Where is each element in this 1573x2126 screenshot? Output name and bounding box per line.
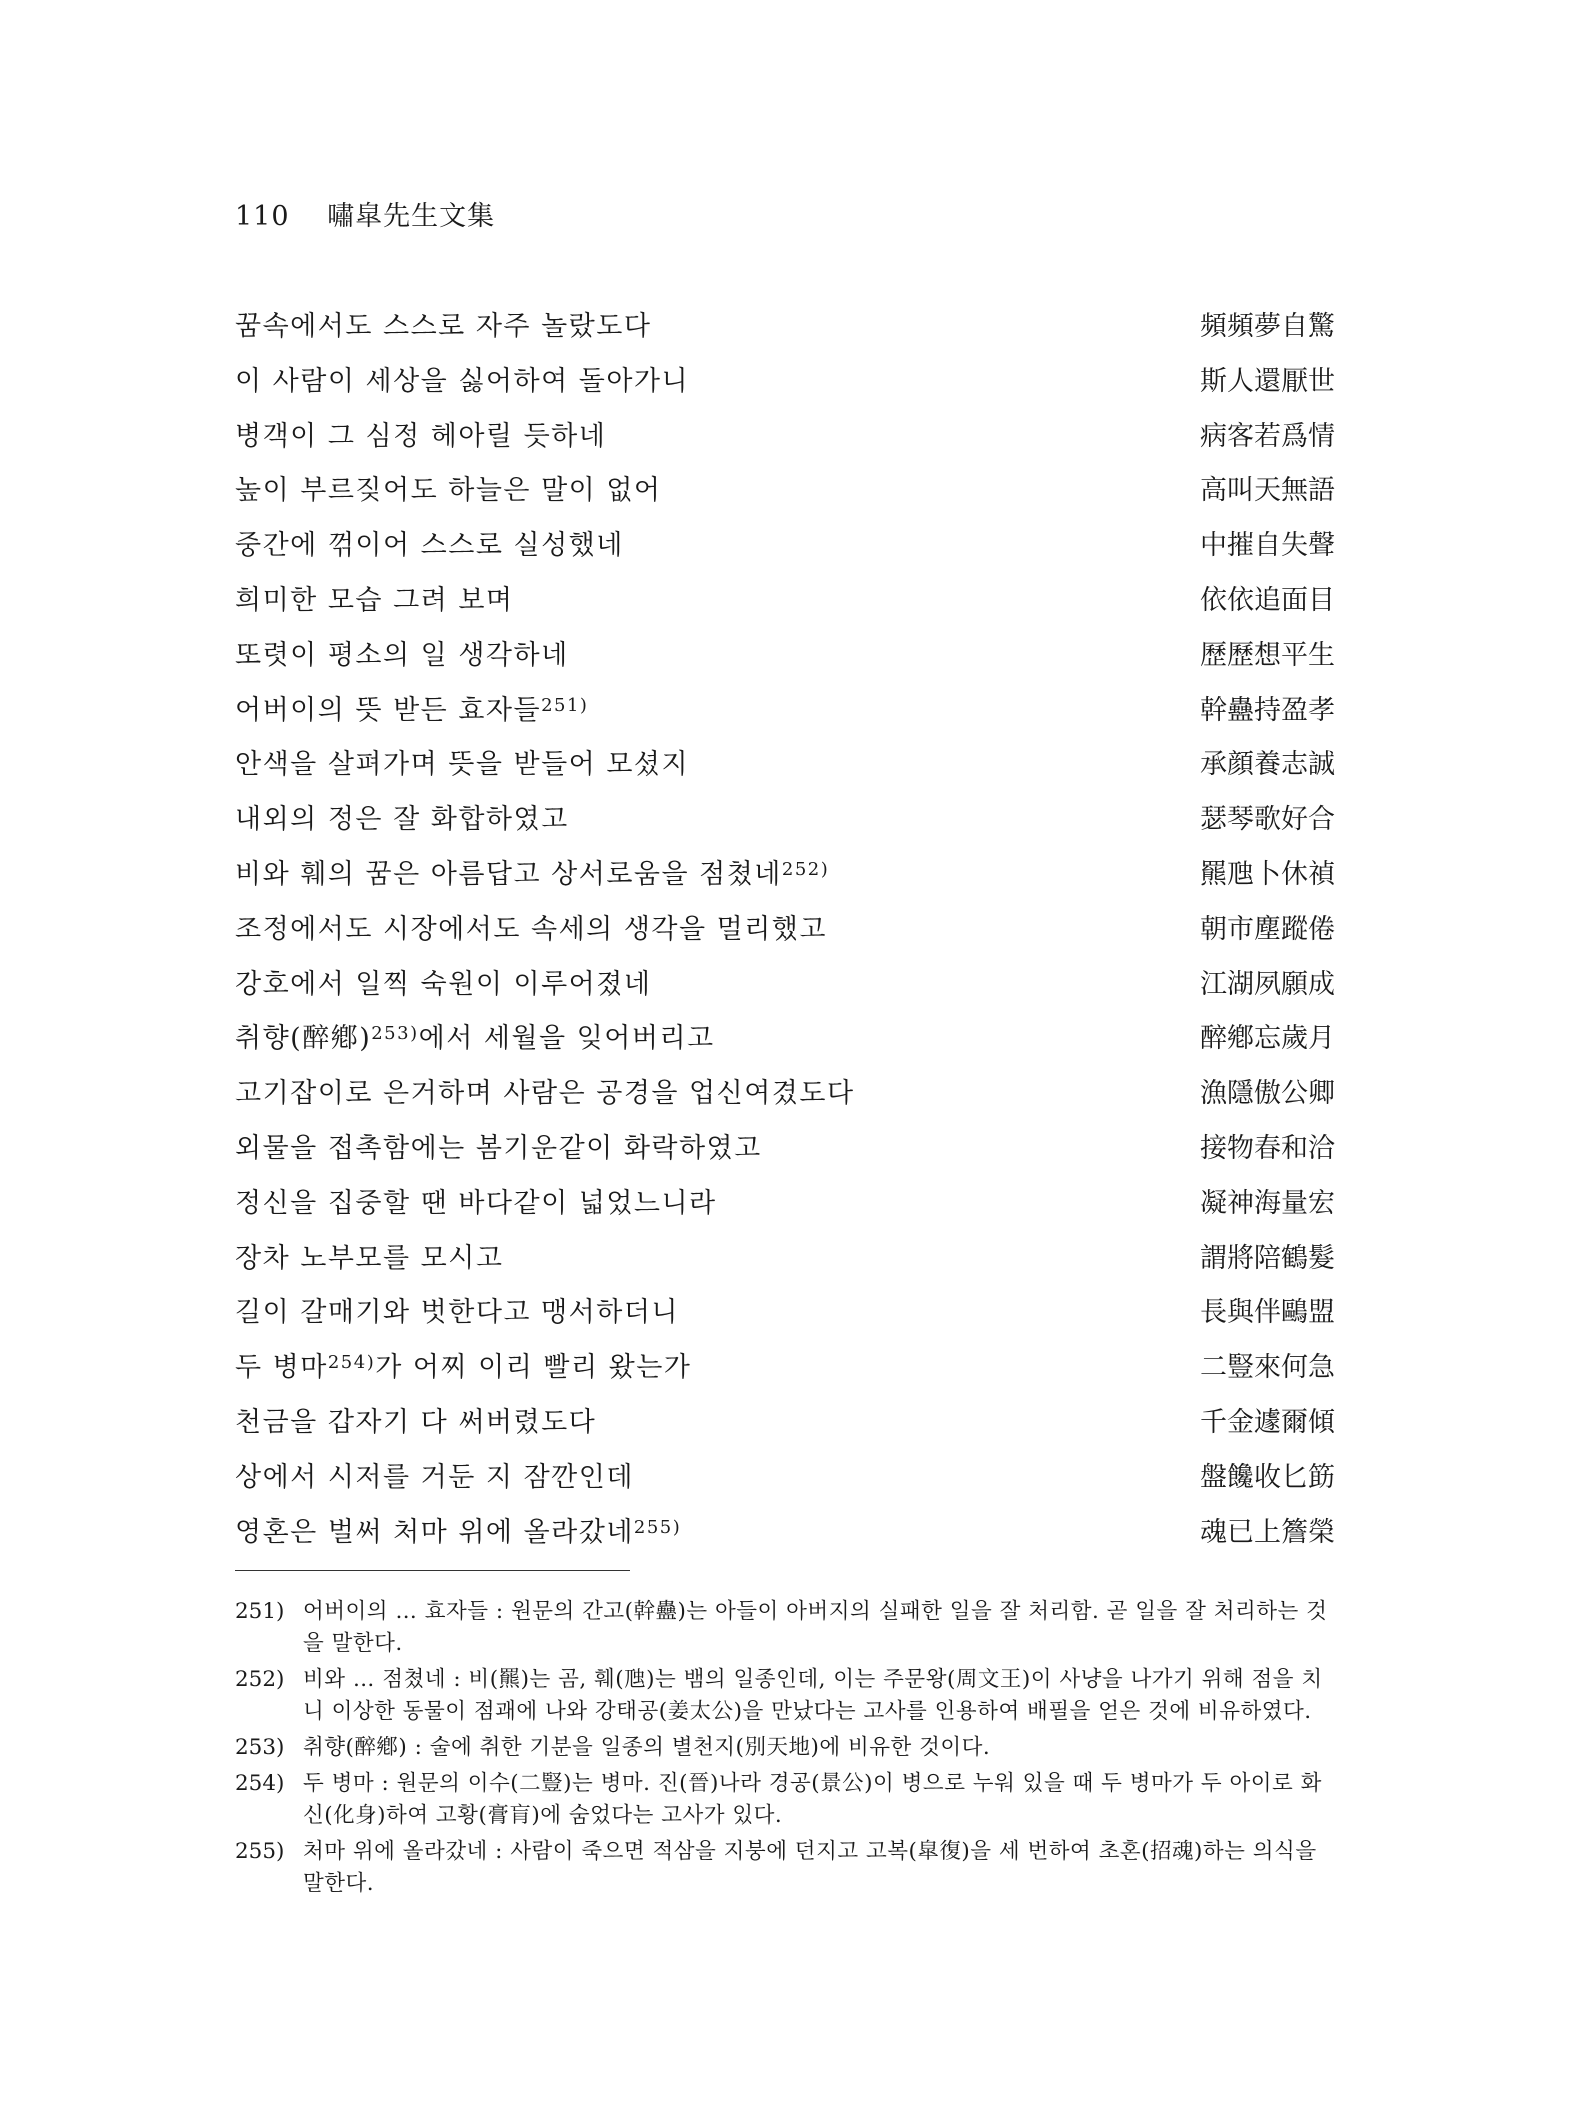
korean-text: 가 어찌 이리 빨리 왔는가 xyxy=(375,1352,692,1384)
chinese-original: 接物春和洽 xyxy=(1200,1132,1335,1164)
poem-line xyxy=(235,410,1335,465)
korean-text: 정신을 집중할 땐 바다같이 넓었느니라 xyxy=(235,1187,717,1219)
chinese-original: 病客若爲情 xyxy=(1200,420,1335,452)
chinese-original: 承顔養志誠 xyxy=(1200,749,1335,781)
poem-line xyxy=(235,355,1335,410)
korean-translation xyxy=(235,300,651,355)
poem-line xyxy=(235,1177,1335,1232)
chinese-original: 魂已上簷榮 xyxy=(1200,1516,1335,1548)
footnote-ref: 253) xyxy=(371,1023,419,1045)
footnote xyxy=(235,1836,1335,1900)
chinese-original: 盤饞收匕筯 xyxy=(1200,1461,1335,1493)
korean-text: 두 병마 xyxy=(235,1352,328,1384)
poem-line xyxy=(235,848,1335,903)
poem-line xyxy=(235,464,1335,519)
poem-body xyxy=(235,300,1335,1560)
korean-text: 영혼은 벌써 처마 위에 올라갔네 xyxy=(235,1516,634,1548)
chinese-original: 凝神海量宏 xyxy=(1200,1187,1335,1219)
korean-text: 길이 갈매기와 벗한다고 맹서하더니 xyxy=(235,1297,679,1329)
korean-translation xyxy=(235,958,651,1013)
footnote-divider xyxy=(235,1570,630,1571)
korean-text: 비와 훼의 꿈은 아름답고 상서로움을 점쳤네 xyxy=(235,858,782,890)
korean-translation xyxy=(235,1012,715,1067)
korean-text: 중간에 꺾이어 스스로 실성했네 xyxy=(235,530,624,562)
footnote-number: 251) xyxy=(235,1599,285,1624)
footnote-text: 처마 위에 올라갔네 : 사람이 죽으면 적삼을 지붕에 던지고 고복(皐復)을 세 번하여 초혼(招魂)하는 의식을 말한다. xyxy=(303,1839,1317,1896)
korean-translation xyxy=(235,684,588,739)
korean-text: 안색을 살펴가며 뜻을 받들어 모셨지 xyxy=(235,749,690,781)
poem-line xyxy=(235,684,1335,739)
chinese-original: 高叫天無語 xyxy=(1200,475,1335,507)
footnote-text: 취향(醉鄕) : 술에 취한 기분을 일종의 별천지(別天地)에 비유한 것이다. xyxy=(303,1735,991,1760)
korean-text: 희미한 모습 그려 보며 xyxy=(235,584,514,616)
footnote xyxy=(235,1732,1335,1764)
poem-line xyxy=(235,300,1335,355)
korean-text: 내외의 정은 잘 화합하였고 xyxy=(235,804,569,836)
korean-translation xyxy=(235,1396,596,1451)
footnote-number: 254) xyxy=(235,1771,285,1796)
footnote-ref: 255) xyxy=(633,1516,682,1538)
footnotes xyxy=(235,1596,1335,1904)
poem-line xyxy=(235,1341,1335,1396)
poem-line xyxy=(235,1232,1335,1287)
korean-text: 고기잡이로 은거하며 사람은 공경을 업신여겼도다 xyxy=(235,1078,855,1110)
chinese-original: 二豎來何急 xyxy=(1200,1352,1335,1384)
chinese-original: 千金遽爾傾 xyxy=(1200,1406,1335,1438)
korean-translation xyxy=(235,1286,679,1341)
chinese-original: 瑟琴歌好合 xyxy=(1200,804,1335,836)
korean-translation xyxy=(235,1341,691,1396)
korean-translation xyxy=(235,1232,503,1287)
footnote-number: 253) xyxy=(235,1735,285,1760)
poem-line xyxy=(235,1122,1335,1177)
korean-translation xyxy=(235,1067,855,1122)
footnote xyxy=(235,1664,1335,1728)
korean-translation xyxy=(235,738,689,793)
korean-text: 어버이의 뜻 받든 효자들 xyxy=(235,694,542,726)
chinese-original: 中摧自失聲 xyxy=(1200,530,1335,562)
poem-line xyxy=(235,1506,1335,1561)
poem-line xyxy=(235,629,1335,684)
poem-line xyxy=(235,1451,1335,1506)
footnote xyxy=(235,1596,1335,1660)
korean-text: 이 사람이 세상을 싫어하여 돌아가니 xyxy=(235,365,690,397)
korean-translation xyxy=(235,1122,762,1177)
poem-line xyxy=(235,958,1335,1013)
korean-text: 또렷이 평소의 일 생각하네 xyxy=(235,639,569,671)
poem-line xyxy=(235,574,1335,629)
korean-text: 병객이 그 심정 헤아릴 듯하네 xyxy=(235,420,607,452)
korean-translation xyxy=(235,464,661,519)
chinese-original: 漁隱傲公卿 xyxy=(1200,1078,1335,1110)
footnote xyxy=(235,1768,1335,1832)
chinese-original: 依依追面目 xyxy=(1200,584,1335,616)
poem-line xyxy=(235,1396,1335,1451)
footnote-number: 252) xyxy=(235,1667,285,1692)
korean-translation xyxy=(235,1451,634,1506)
korean-text: 천금을 갑자기 다 써버렸도다 xyxy=(235,1406,597,1438)
footnote-text: 비와 … 점쳤네 : 비(羆)는 곰, 훼(虺)는 뱀의 일종인데, 이는 주문왕(周文王)이 사냥을 나가기 위해 점을 치니 이상한 동물이 점괘에 나와 강태공(姜太公)을 만났다는 고사를 인용하여 배필을 얻은 것에 비유하였다. xyxy=(303,1667,1323,1724)
korean-text: 꿈속에서도 스스로 자주 놀랐도다 xyxy=(235,311,652,342)
korean-translation xyxy=(235,793,569,848)
chinese-original: 羆虺卜休禎 xyxy=(1200,858,1335,890)
chinese-original: 醉鄕忘歲月 xyxy=(1200,1023,1335,1055)
poem-line xyxy=(235,903,1335,958)
korean-translation xyxy=(235,574,514,629)
chinese-original: 謂將陪鶴髮 xyxy=(1200,1242,1335,1274)
footnote-text: 두 병마 : 원문의 이수(二豎)는 병마. 진(晉)나라 경공(景公)이 병으로 누워 있을 때 두 병마가 두 아이로 화신(化身)하여 고황(膏肓)에 숨었다는 고사가 있다. xyxy=(303,1771,1322,1828)
page-number: 110 xyxy=(235,201,290,232)
poem-line xyxy=(235,1067,1335,1122)
korean-text: 조정에서도 시장에서도 속세의 생각을 멀리했고 xyxy=(235,913,827,945)
korean-text: 취향(醉鄕) xyxy=(235,1023,372,1055)
chinese-original: 歷歷想平生 xyxy=(1200,639,1335,671)
korean-translation xyxy=(235,355,689,410)
poem-line xyxy=(235,1286,1335,1341)
korean-translation xyxy=(235,848,829,903)
korean-translation xyxy=(235,1177,717,1232)
poem-line xyxy=(235,519,1335,574)
chinese-original: 幹蠱持盈孝 xyxy=(1200,694,1335,726)
footnote-text: 어버이의 … 효자들 : 원문의 간고(幹蠱)는 아들이 아버지의 실패한 일을 잘 처리함. 곧 일을 잘 처리하는 것을 말한다. xyxy=(303,1599,1328,1656)
poem-line xyxy=(235,1012,1335,1067)
korean-translation xyxy=(235,410,606,465)
footnote-number: 255) xyxy=(235,1839,285,1864)
book-title: 嘯皐先生文集 xyxy=(327,201,496,232)
korean-text: 에서 세월을 잊어버리고 xyxy=(418,1023,715,1055)
footnote-ref: 254) xyxy=(327,1352,376,1374)
chinese-original: 頻頻夢自驚 xyxy=(1200,311,1335,342)
poem-line xyxy=(235,738,1335,793)
korean-text: 외물을 접촉함에는 봄기운같이 화락하였고 xyxy=(235,1132,762,1164)
chinese-original: 斯人還厭世 xyxy=(1200,365,1335,397)
poem-line xyxy=(235,793,1335,848)
korean-translation xyxy=(235,629,569,684)
korean-text: 높이 부르짖어도 하늘은 말이 없어 xyxy=(235,475,662,507)
korean-translation xyxy=(235,519,624,574)
korean-translation xyxy=(235,1506,681,1561)
page-header xyxy=(235,194,495,233)
korean-text: 상에서 시저를 거둔 지 잠깐인데 xyxy=(235,1461,634,1493)
footnote-ref: 252) xyxy=(781,858,830,880)
chinese-original: 長與伴鷗盟 xyxy=(1200,1297,1335,1329)
korean-text: 강호에서 일찍 숙원이 이루어졌네 xyxy=(235,968,652,1000)
korean-translation xyxy=(235,903,827,958)
footnote-ref: 251) xyxy=(541,694,589,716)
korean-text: 장차 노부모를 모시고 xyxy=(235,1242,504,1274)
chinese-original: 朝市塵蹤倦 xyxy=(1200,913,1335,945)
chinese-original: 江湖夙願成 xyxy=(1200,968,1335,1000)
